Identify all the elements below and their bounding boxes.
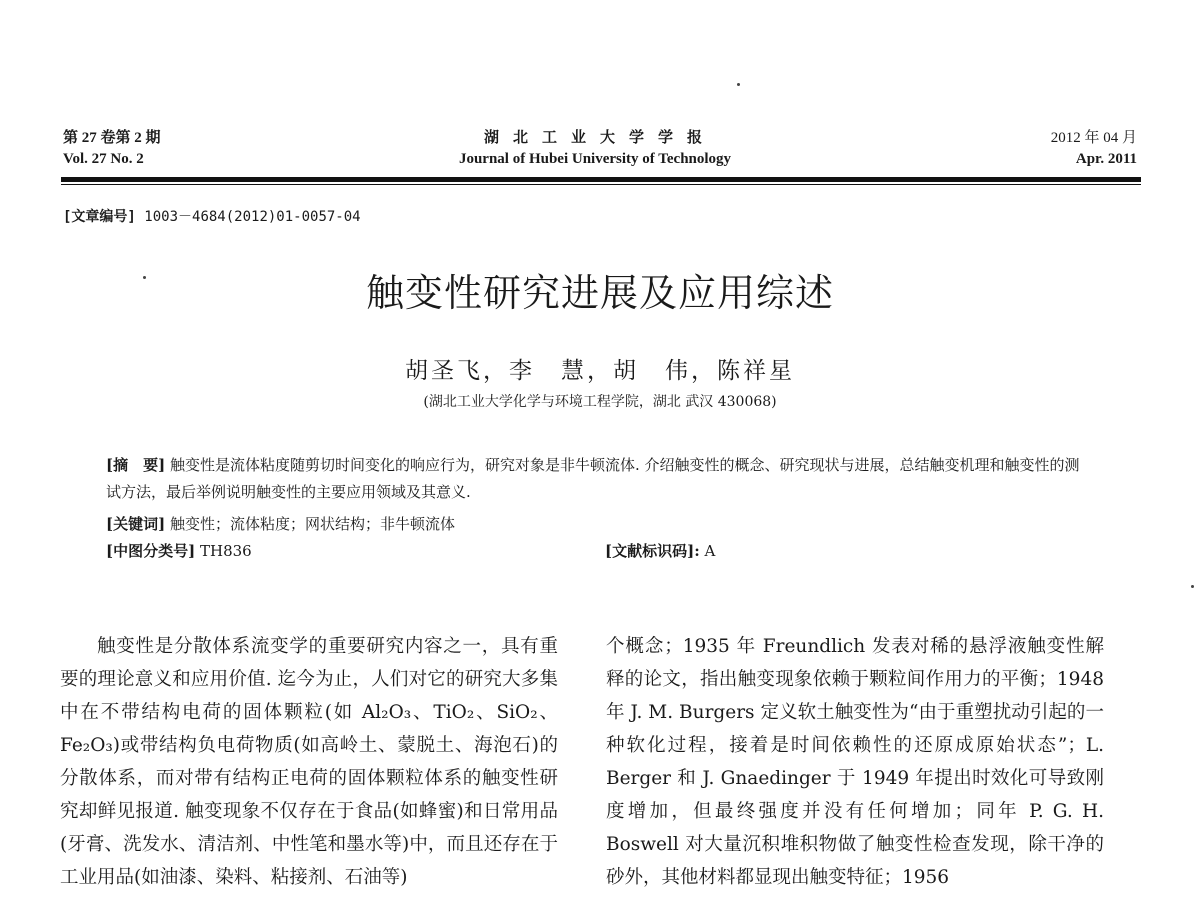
journal-name-en: Journal of Hubei University of Technology xyxy=(458,151,732,167)
volume-issue-cn: 第 27 卷第 2 期 xyxy=(63,130,161,146)
article-number xyxy=(63,206,361,226)
body-paragraph: 触变性是分散体系流变学的重要研究内容之一，具有重要的理论意义和应用价值. 迄今为止，人们对它的研究大多集中在不带结构电荷的固体颗粒(如 Al₂O₃、TiO₂、SiO₂、Fe₂O₃)或带结构负电荷物质(如高岭土、蒙脱土、海泡石)的分散体系，而对带有结构正电荷的固体颗粒体系的触变性研究却鲜见报道. 触变现象不仅存在于食品(如蜂蜜)和日常用品(牙膏、洗发水、清洁剂、中性笔和墨水等)中，而且还存在于工业用品(如油漆、染料、粘接剂、石油等) xyxy=(60,636,558,888)
volume-issue-en: Vol. 27 No. 2 xyxy=(63,151,144,167)
article-title: 触变性研究进展及应用综述 xyxy=(365,271,834,315)
publication-date-en: Apr. 2011 xyxy=(1075,151,1137,167)
keywords-text: 触变性；流体粘度；网状结构；非牛顿流体 xyxy=(169,515,455,533)
keywords-label: [关键词] xyxy=(106,515,166,533)
body-paragraph: 个概念；1935 年 Freundlich 发表对稀的悬浮液触变性解释的论文，指出触变现象依赖于颗粒间作用力的平衡；1948 年 J. M. Burgers 定义软土触变性为“由于重塑扰动引起的一种软化过程，接着是时间依赖性的还原成原始状态”；L. Berger 和 J. Gnaedinger 于 1949 年提出时效化可导致刚度增加，但最终强度并没有任何增加；同年 P. G. H. Boswell 对大量沉积堆积物做了触变性检查发现，除干净的砂外，其他材料都显现出触变特征；1956 xyxy=(606,636,1104,888)
clc-value: TH836 xyxy=(199,542,252,560)
document-code-label: [文献标识码]: xyxy=(605,542,700,560)
header-rule-thick xyxy=(61,177,1141,182)
clc-label: [中图分类号] xyxy=(106,542,196,560)
body-column-left xyxy=(60,630,558,894)
abstract-label: [摘 要] xyxy=(106,456,166,474)
header-rule-thin xyxy=(61,184,1141,185)
keywords xyxy=(106,513,455,534)
scan-speck xyxy=(143,276,146,279)
document-code xyxy=(605,540,715,561)
publication-date-cn: 2012 年 04 月 xyxy=(1050,130,1137,146)
abstract xyxy=(106,452,1086,506)
journal-name-cn: 湖北工业大学学报 xyxy=(483,130,716,146)
article-number-label: [文章编号] xyxy=(63,209,136,225)
author-affiliation: (湖北工业大学化学与环境工程学院，湖北 武汉 430068) xyxy=(423,394,777,410)
document-code-value: A xyxy=(704,542,716,560)
article-number-value: 1003－4684(2012)01-0057-04 xyxy=(144,209,361,225)
abstract-text: 触变性是流体粘度随剪切时间变化的响应行为，研究对象是非牛顿流体. 介绍触变性的概念、研究现状与进展，总结触变机理和触变性的测试方法，最后举例说明触变性的主要应用领域及其意义. xyxy=(106,456,1080,501)
scan-speck xyxy=(1191,585,1194,588)
author-list: 胡圣飞，李 慧，胡 伟，陈祥星 xyxy=(405,358,795,384)
body-column-right xyxy=(606,630,1104,894)
scan-speck xyxy=(737,83,740,86)
clc-number xyxy=(106,540,252,561)
